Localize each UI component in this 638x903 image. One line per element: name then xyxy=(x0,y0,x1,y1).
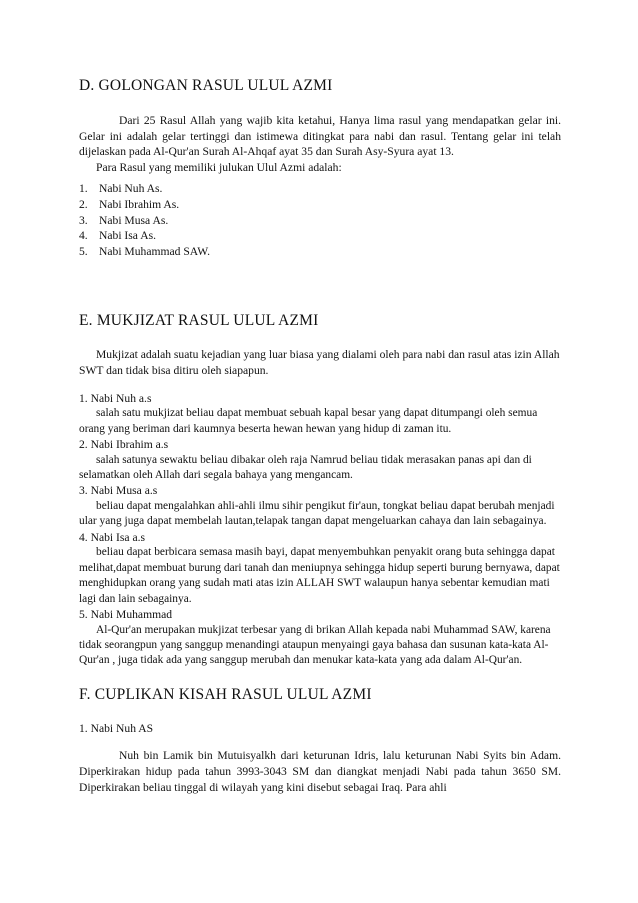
item-title: 2. Nabi Ibrahim a.s xyxy=(79,437,169,451)
section-d-lead: Para Rasul yang memiliki julukan Ulul Azmi adalah: xyxy=(96,160,342,174)
item-body: beliau dapat berbicara semasa masih bayi, dapat menyembuhkan penyakit orang buta sehingga dapat melihat,dapat membuat burung dari tanah dan meniupnya sehingga hidup seperti burung bernyawa, dapat menghidupkan orang yang sudah mati atas izin ALLAH SWT walaupun hanya sebentar kemudian mati lagi dan lain sebagainya. xyxy=(79,546,560,605)
section-d-paragraph: Dari 25 Rasul Allah yang wajib kita ketahui, Hanya lima rasul yang mendapatkan gelar ini. Gelar ini adalah gelar tertinggi dan istimewa ditingkat para nabi dan rasul. Tentang gelar ini telah dijelaskan pada Al-Qur'an Surah Al-Ahqaf ayat 35 dan Surah Asy-Syura ayat 13. xyxy=(79,114,561,159)
item-title: 5. Nabi Muhammad xyxy=(79,607,173,621)
section-e-heading: E. MUKJIZAT RASUL ULUL AZMI xyxy=(79,312,319,330)
list-item: 2. Nabi Ibrahim As. xyxy=(79,197,180,211)
page-content xyxy=(79,77,561,795)
list-item: 5. Nabi Muhammad SAW. xyxy=(79,244,211,258)
list-item: 4. Nabi Isa As. xyxy=(79,229,156,243)
mukjizat-item xyxy=(79,391,561,437)
mukjizat-item xyxy=(79,530,561,607)
item-body: Al-Qur'an merupakan mukjizat terbesar yang di brikan Allah kepada nabi Muhammad SAW, karena tidak seorangpun yang sanggup menandingi ataupun menyaingi gaya bahasa dan susunan kata-kata Al-Qur'an , juga tidak ada yang sanggup merubah dan menukar kata-kata yang ada dalam Al-Qur'an. xyxy=(79,623,551,667)
mukjizat-item xyxy=(79,437,561,483)
list-item: 1. Nabi Nuh As. xyxy=(79,182,163,196)
section-d-heading: D. GOLONGAN RASUL ULUL AZMI xyxy=(79,77,333,94)
section-f-heading: F. CUPLIKAN KISAH RASUL ULUL AZMI xyxy=(79,685,372,703)
section-e-intro: Mukjizat adalah suatu kejadian yang luar biasa yang dialami oleh para nabi dan rasul atas izin Allah SWT dan tidak bisa ditiru oleh siapapun. xyxy=(79,348,560,377)
ulul-azmi-list xyxy=(79,181,561,259)
item-body: beliau dapat mengalahkan ahli-ahli ilmu sihir pengikut fir'aun, tongkat beliau dapat berubah menjadi ular yang juga dapat membelah lautan,telapak tangan dapat mengeluarkan cahaya dan lain sebagainya. xyxy=(79,499,555,528)
item-title: 4. Nabi Isa a.s xyxy=(79,530,146,544)
mukjizat-item xyxy=(79,607,561,669)
item-title: 3. Nabi Musa a.s xyxy=(79,484,158,498)
item-title: 1. Nabi Nuh a.s xyxy=(79,391,152,405)
section-f-subheading: 1. Nabi Nuh AS xyxy=(79,721,154,735)
list-item: 3. Nabi Musa As. xyxy=(79,213,169,227)
item-body: salah satunya sewaktu beliau dibakar oleh raja Namrud beliau tidak merasakan panas api dan di selamatkan oleh Allah dari segala bahaya yang mengancam. xyxy=(79,453,532,481)
mukjizat-item xyxy=(79,483,561,529)
section-f-paragraph: Nuh bin Lamik bin Mutuisyalkh dari keturunan Idris, lalu keturunan Nabi Syits bin Adam. Diperkirakan hidup pada tahun 3993-3043 SM dan diangkat menjadi Nabi pada tahun 3650 SM. Diperkirakan beliau tinggal di wilayah yang kini disebut sebagai Iraq. Para ahli xyxy=(79,749,561,794)
item-body: salah satu mukjizat beliau dapat membuat sebuah kapal besar yang dapat ditumpangi oleh semua orang yang beriman dari kaumnya beserta hewan hewan yang hidup di zaman itu. xyxy=(79,407,538,435)
